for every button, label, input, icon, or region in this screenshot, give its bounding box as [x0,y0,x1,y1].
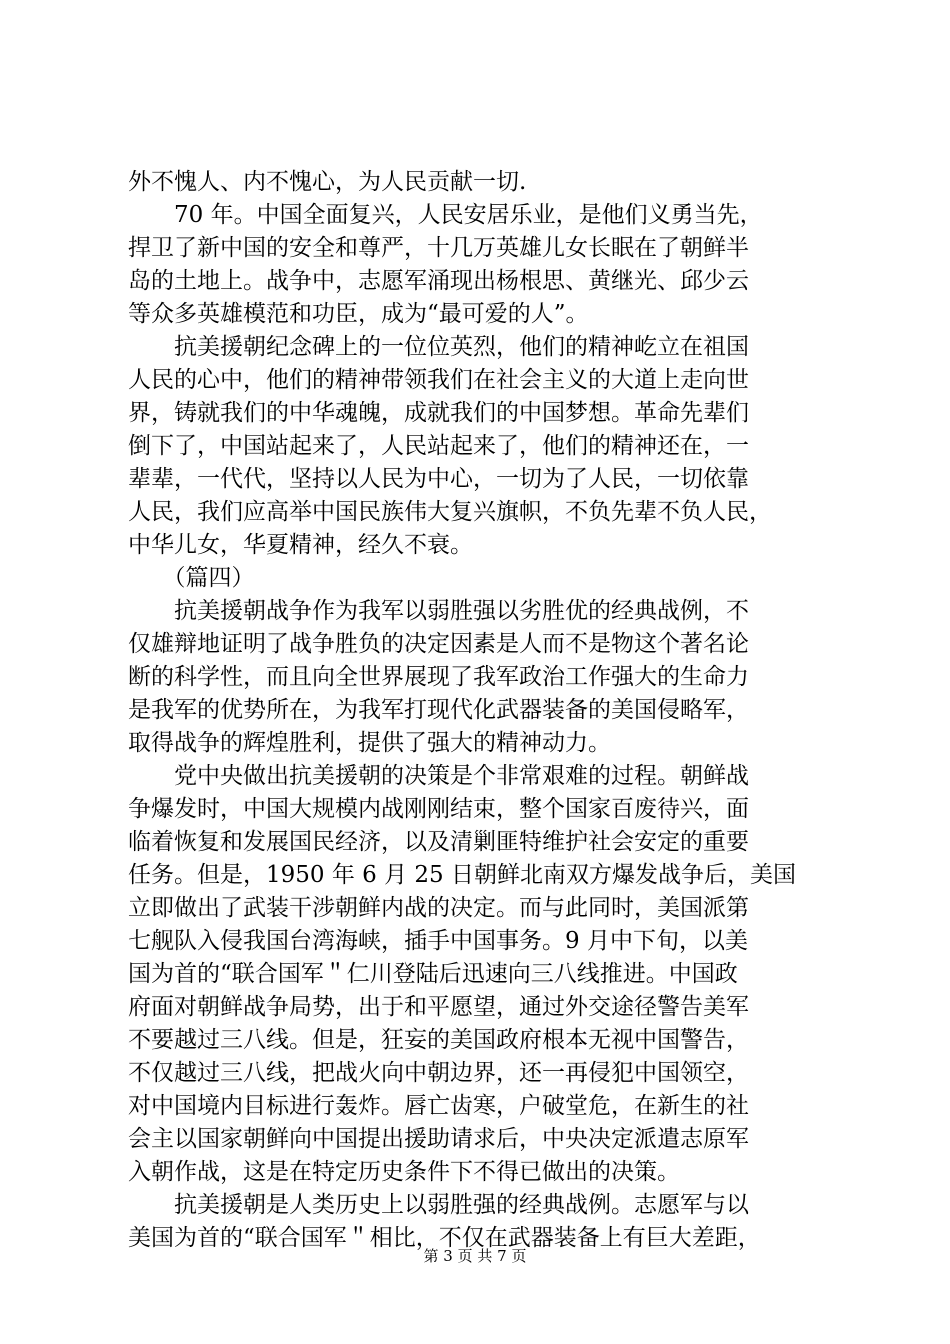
text-line: 岛的土地上。战争中，志愿军涌现出杨根思、黄继光、邱少云 [128,268,749,294]
text-line: 辈辈，一代代，坚持以人民为中心，一切为了人民，一切依靠 [128,466,749,492]
text-line: 仅雄辩地证明了战争胜负的决定因素是人而不是物这个著名论 [128,631,749,657]
text-line: 七舰队入侵我国台湾海峡，插手中国事务。9 月中下旬，以美 [128,928,748,954]
text-line: 不仅越过三八线，把战火向中朝边界，还一再侵犯中国领空， [128,1060,749,1086]
page-footer: 第 3 页 共 7 页 [423,1247,527,1265]
text-line: 临着恢复和发展国民经济，以及清剿匪特维护社会安定的重要 [128,829,749,855]
text-line: 党中央做出抗美援朝的决策是个非常艰难的过程。朝鲜战 [128,763,749,789]
document-body [128,166,850,1255]
text-line: 任务。但是，1950 年 6 月 25 日朝鲜北南双方爆发战争后，美国 [128,862,796,888]
text-line: 会主以国家朝鲜向中国提出援助请求后，中央决定派遣志原军 [128,1126,749,1152]
text-line: 中华儿女，华夏精神，经久不衰。 [128,532,473,558]
text-line: 捍卫了新中国的安全和尊严，十几万英雄儿女长眠在了朝鲜半 [128,235,749,261]
text-line: 美国为首的“联合国军＂相比，不仅在武器装备上有巨大差距， [128,1225,761,1251]
text-line: 争爆发时，中国大规模内战刚刚结束，整个国家百废待兴，面 [128,796,749,822]
text-line: 国为首的“联合国军＂仁川登陆后迅速向三八线推进。中国政 [128,961,738,987]
text-line: 界，铸就我们的中华魂魄，成就我们的中国梦想。革命先辈们 [128,400,749,426]
text-line: 倒下了，中国站起来了，人民站起来了，他们的精神还在，一 [128,433,749,459]
text-line: 人民，我们应高举中国民族伟大复兴旗帜，不负先辈不负人民， [128,499,772,525]
text-line: 抗美援朝是人类历史上以弱胜强的经典战例。志愿军与以 [128,1192,749,1218]
text-line: 抗美援朝纪念碑上的一位位英烈，他们的精神屹立在祖国 [128,334,749,360]
text-line: 不要越过三八线。但是，狂妄的美国政府根本无视中国警告， [128,1027,749,1053]
text-line: （篇四） [128,565,255,591]
text-line: 人民的心中，他们的精神带领我们在社会主义的大道上走向世 [128,367,749,393]
text-line: 是我军的优势所在，为我军打现代化武器装备的美国侵略军， [128,697,749,723]
text-line: 70 年。中国全面复兴，人民安居乐业，是他们义勇当先， [128,202,763,228]
text-line: 府面对朝鲜战争局势，出于和平愿望，通过外交途径警告美军 [128,994,749,1020]
text-line: 外不愧人、内不愧心，为人民贡献一切. [128,169,527,195]
text-line: 取得战争的辉煌胜利，提供了强大的精神动力。 [128,730,611,756]
text-line: 对中国境内目标进行轰炸。唇亡齿寒，户破堂危，在新生的社 [128,1093,749,1119]
text-line: 断的科学性，而且向全世界展现了我军政治工作强大的生命力 [128,664,749,690]
text-line: 抗美援朝战争作为我军以弱胜强以劣胜优的经典战例，不 [128,598,749,624]
text-line: 立即做出了武装干涉朝鲜内战的决定。而与此同时，美国派第 [128,895,749,921]
text-line: 等众多英雄模范和功臣，成为“最可爱的人”。 [128,301,589,327]
text-line: 入朝作战，这是在特定历史条件下不得已做出的决策。 [128,1159,680,1185]
